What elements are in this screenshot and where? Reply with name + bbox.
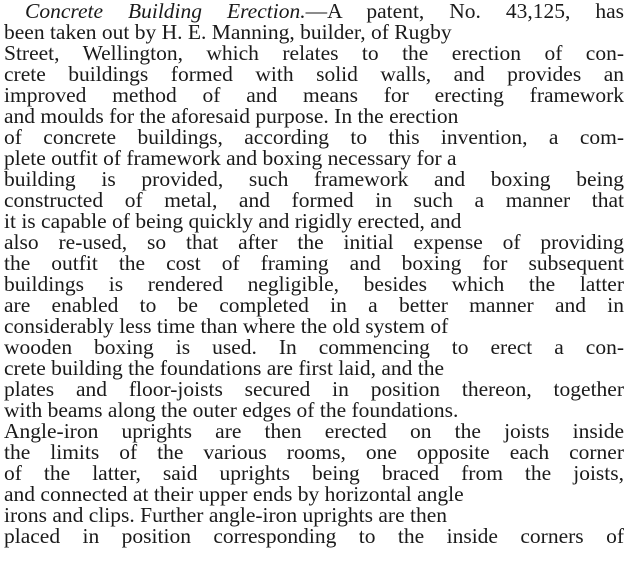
article-title: Concrete Building Erection.	[25, 0, 306, 23]
text-line: improved method of and means for erecting framework	[4, 83, 624, 107]
text-line: Street, Wellington, which relates to the erection of con-	[4, 41, 624, 65]
text-line: irons and clips. Further angle-iron uprights are then	[4, 503, 448, 527]
text-line: also re-used, so that after the initial expense of providing	[4, 230, 624, 254]
text-line: are enabled to be completed in a better manner and in	[4, 293, 624, 317]
text-line: constructed of metal, and formed in such a manner that	[4, 188, 624, 212]
text-line: with beams along the outer edges of the foundations.	[4, 398, 459, 422]
text-line: building is provided, such framework and boxing being	[4, 167, 624, 191]
text-line: been taken out by H. E. Manning, builder, of Rugby	[4, 20, 452, 44]
text-line: plates and floor-joists secured in position thereon, together	[4, 377, 624, 401]
text-line-content: —A patent, No. 43,125, has	[305, 0, 624, 23]
text-line: of the latter, said uprights being braced from the joists,	[4, 461, 624, 485]
text-line: considerably less time than where the old system of	[4, 314, 449, 338]
text-line: the limits of the various rooms, one opposite each corner	[4, 440, 624, 464]
text-line: crete building the foundations are first laid, and the	[4, 356, 445, 380]
text-line: of concrete buildings, according to this invention, a com-	[4, 125, 624, 149]
text-line: it is capable of being quickly and rigidly erected, and	[4, 209, 462, 233]
text-line: Angle-iron uprights are then erected on the joists inside	[4, 419, 624, 443]
text-line: the outfit the cost of framing and boxing for subsequent	[4, 251, 624, 275]
text-line: plete outfit of framework and boxing necessary for a	[4, 146, 457, 170]
article-body	[4, 0, 624, 561]
text-line: and connected at their upper ends by horizontal angle	[4, 482, 464, 506]
text-line: buildings is rendered negligible, besides which the latter	[4, 272, 624, 296]
text-line: crete buildings formed with solid walls, and provides an	[4, 62, 624, 86]
text-line: placed in position corresponding to the inside corners of	[4, 524, 624, 548]
text-line: and moulds for the aforesaid purpose. In the erection	[4, 104, 459, 128]
text-line: wooden boxing is used. In commencing to erect a con-	[4, 335, 624, 359]
